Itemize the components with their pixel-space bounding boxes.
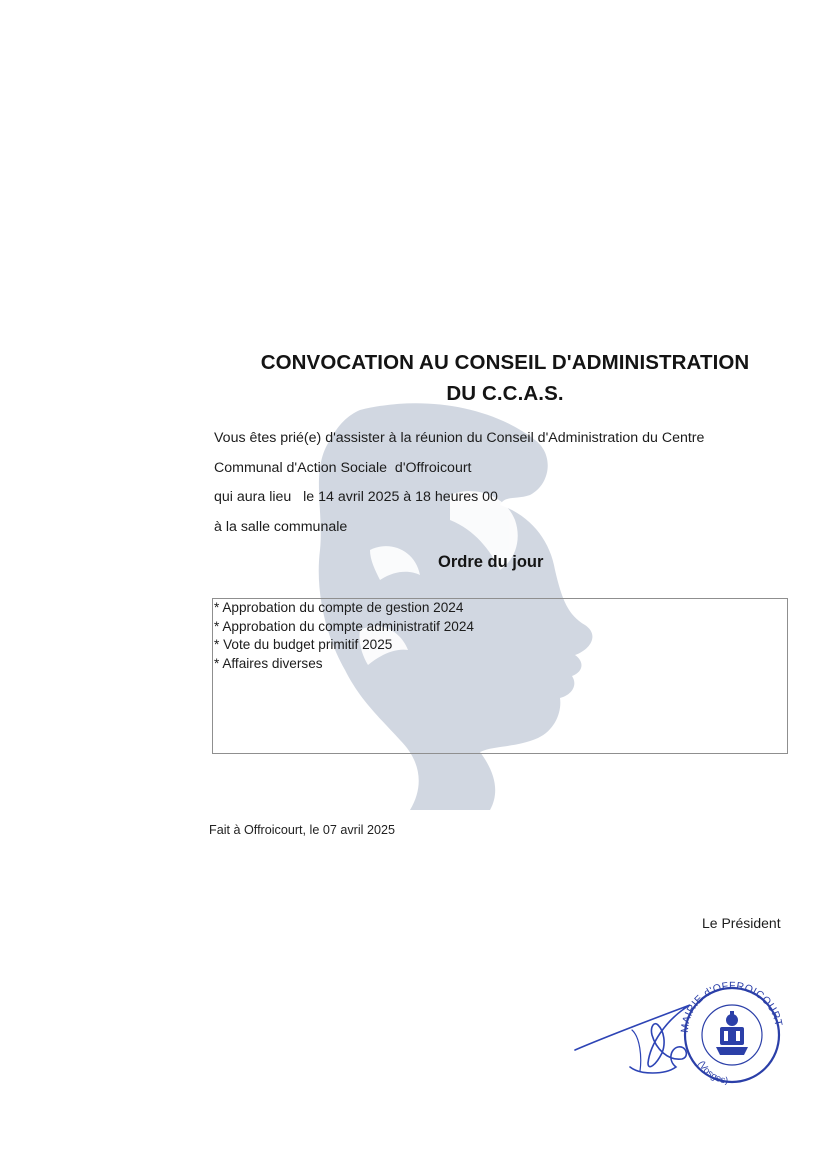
document-title-line1: CONVOCATION AU CONSEIL D'ADMINISTRATION: [260, 351, 750, 374]
invitation-line: à la salle communale: [214, 518, 348, 535]
signature-and-stamp: [570, 975, 795, 1085]
signature-icon: [575, 1005, 690, 1073]
place-date: Fait à Offroicourt, le 07 avril 2025: [209, 823, 395, 837]
agenda-item: * Approbation du compte administratif 2024: [214, 618, 474, 634]
stamp-text-bottom: (Vosges): [695, 1059, 729, 1085]
stamp-text-top: MAIRIE d'OFFROICOURT: [678, 979, 785, 1034]
mairie-stamp-icon: [679, 980, 785, 1085]
signatory-title: Le Président: [702, 915, 781, 931]
agenda-item: * Affaires diverses: [214, 655, 323, 671]
invitation-line: Vous êtes prié(e) d'assister à la réunion du Conseil d'Administration du Centre: [214, 430, 705, 446]
agenda-item: * Approbation du compte de gestion 2024: [214, 600, 464, 615]
document-title-line2: DU C.C.A.S.: [446, 382, 564, 405]
agenda-item: * Vote du budget primitif 2025: [214, 637, 393, 652]
agenda-title: Ordre du jour: [438, 553, 544, 571]
invitation-line: qui aura lieu le 14 avril 2025 à 18 heures 00: [214, 489, 498, 505]
agenda-box: [212, 598, 788, 754]
invitation-line: Communal d'Action Sociale d'Offroicourt: [214, 459, 472, 476]
svg-text:(Vosges): [695, 1059, 729, 1085]
invitation-text: [214, 424, 794, 542]
